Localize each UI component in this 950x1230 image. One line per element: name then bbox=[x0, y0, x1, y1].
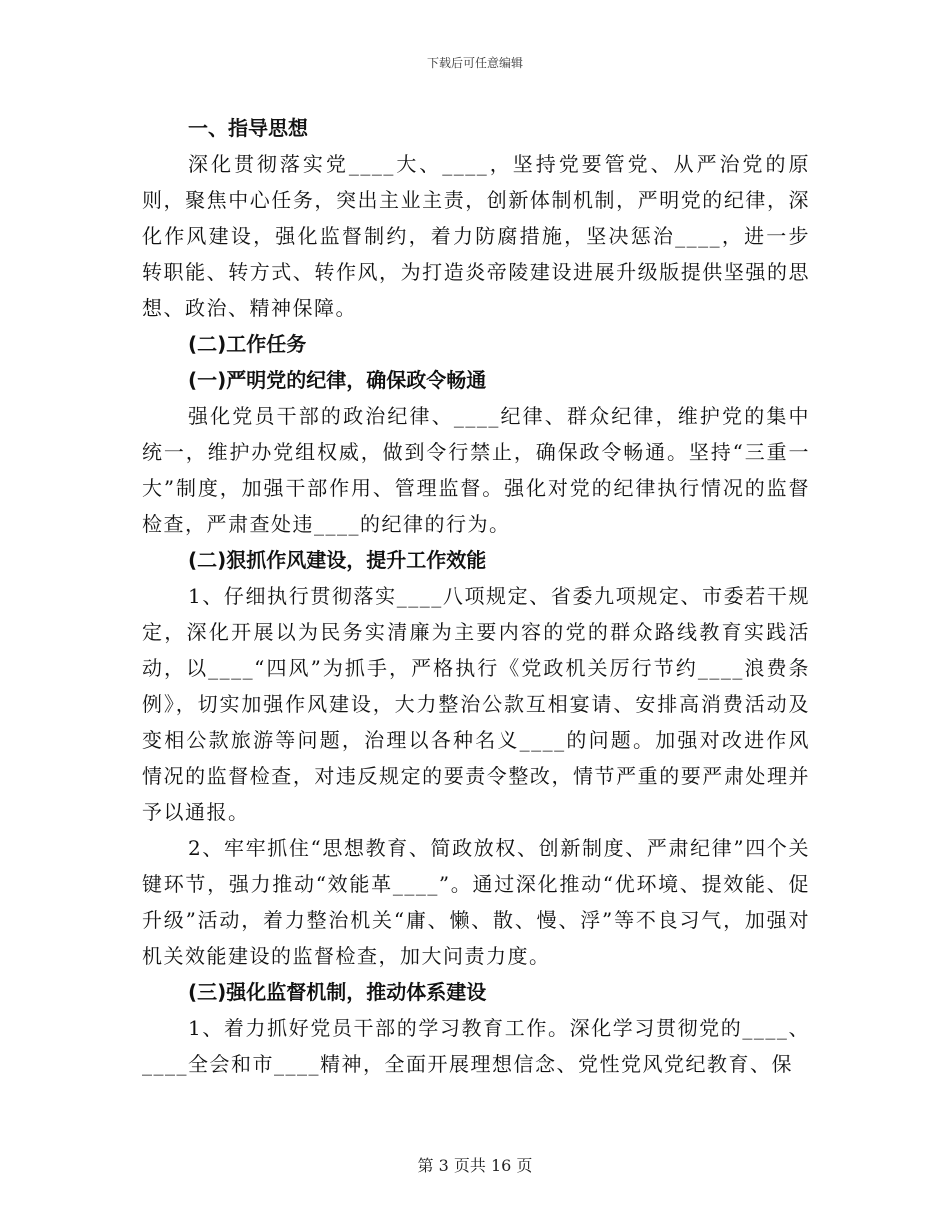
section-heading-guiding-ideology: 一、指导思想 bbox=[188, 116, 308, 140]
document-body bbox=[142, 110, 810, 1082]
paragraph-party-discipline: 强化党员干部的政治纪律、____纪律、群众纪律，维护党的集中统一，维护办党组权威，做到令行禁止，确保政令畅通。坚持“三重一大”制度，加强干部作用、管理监督。强化对党的纪律执行情况的监督检查，严肃查处违____的纪律的行为。 bbox=[142, 404, 810, 536]
page-header: 下载后可任意编辑 bbox=[426, 56, 523, 70]
subsection-heading-supervision: (三)强化监督机制，推动体系建设 bbox=[188, 980, 487, 1004]
paragraph-work-style-2: 2、牢牢抓住“思想教育、简政放权、创新制度、严肃纪律”四个关键环节，强力推动“效能革____”。通过深化推动“优环境、提效能、促升级”活动，着力整治机关“庸、懒、散、慢、浮”等不良习气，加强对机关效能建设的监督检查，加大问责力度。 bbox=[142, 836, 810, 968]
section-heading-work-tasks: (二)工作任务 bbox=[188, 332, 307, 356]
page-footer: 第 3 页共 16 页 bbox=[417, 1156, 533, 1175]
paragraph-guiding-ideology: 深化贯彻落实党____大、____，坚持党要管党、从严治党的原则，聚焦中心任务，突出主业主责，创新体制机制，严明党的纪律，深化作风建设，强化监督制约，着力防腐措施，坚决惩治____，进一步转职能、转方式、转作风，为打造炎帝陵建设进展升级版提供坚强的思想、政治、精神保障。 bbox=[142, 152, 810, 320]
subsection-heading-party-discipline: (一)严明党的纪律，确保政令畅通 bbox=[188, 368, 487, 392]
paragraph-supervision-1: 1、着力抓好党员干部的学习教育工作。深化学习贯彻党的____、____全会和市____精神，全面开展理想信念、党性党风党纪教育、保 bbox=[142, 1016, 810, 1076]
paragraph-work-style-1: 1、仔细执行贯彻落实____八项规定、省委九项规定、市委若干规定，深化开展以为民务实清廉为主要内容的党的群众路线教育实践活动，以____“四风”为抓手，严格执行《党政机关厉行节约____浪费条例》，切实加强作风建设，大力整治公款互相宴请、安排高消费活动及变相公款旅游等问题，治理以各种名义____的问题。加强对改进作风情况的监督检查，对违反规定的要责令整改，情节严重的要严肃处理并予以通报。 bbox=[142, 584, 810, 824]
subsection-heading-work-style: (二)狠抓作风建设，提升工作效能 bbox=[188, 548, 487, 572]
